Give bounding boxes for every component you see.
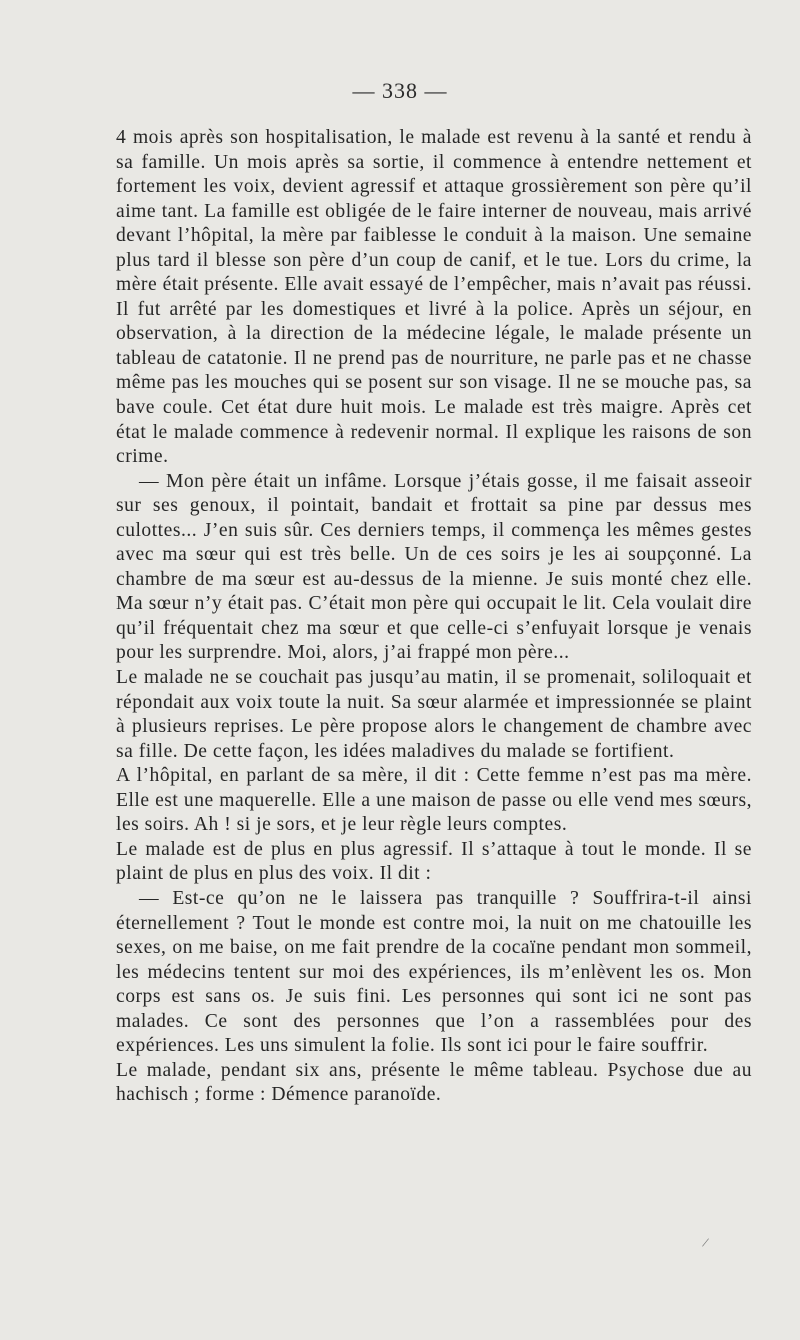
paragraph: 4 mois après son hospitalisation, le malade est revenu à la santé et rendu à sa famille. Un mois après sa sortie, il commence à entendre nettement et fortement les voix, devient agressif et attaque grossièrement son père qu’il aime tant. La famille est obligée de le faire interner de nouveau, mais arrivé devant l’hôpital, la mère par faiblesse le conduit à la maison. Une semaine plus tard il blesse son père d’un coup de canif, et le tue. Lors du crime, la mère était présente. Elle avait essayé de l’empêcher, mais n’avait pas réussi. Il fut arrêté par les domestiques et livré à la police. Après un séjour, en observation, à la direction de la médecine légale, le malade présente un tableau de catatonie. Il ne prend pas de nourriture, ne parle pas et ne chasse même pas les mouches qui se posent sur son visage. Il ne se mouche pas, sa bave coule. Cet état dure huit mois. Le malade est très maigre. Après cet état le malade commence à redevenir normal. Il explique les raisons de son crime. bbox=[116, 127, 752, 468]
paragraph: Le malade est de plus en plus agressif. Il s’attaque à tout le monde. Il se plaint de plus en plus des voix. Il dit : bbox=[116, 838, 752, 885]
paragraph: Le malade ne se couchait pas jusqu’au matin, il se promenait, soliloquait et répondait aux voix toute la nuit. Sa sœur alarmée et impressionnée se plaint à plusieurs reprises. Le père propose alors le changement de chambre avec sa fille. De cette façon, les idées maladives du malade se fortifient. bbox=[116, 667, 752, 762]
body-text bbox=[116, 126, 752, 1108]
paragraph: — Mon père était un infâme. Lorsque j’étais gosse, il me faisait asseoir sur ses genoux, il pointait, bandait et frottait sa pine par dessus mes culottes... J’en suis sûr. Ces derniers temps, il commença les mêmes gestes avec ma sœur qui est très belle. Un de ces soirs je les ai soupçonné. La chambre de ma sœur est au-dessus de la mienne. Je suis monté chez elle. Ma sœur n’y était pas. C’était mon père qui occupait le lit. Cela voulait dire qu’il fréquentait chez ma sœur et que celle-ci s’enfuyait lorsque je venais pour les surprendre. Moi, alors, j’ai frappé mon père... bbox=[116, 470, 752, 664]
paragraph: — Est-ce qu’on ne le laissera pas tranquille ? Souffrira-t-il ainsi éternellement ? Tout le monde est contre moi, la nuit on me chatouille les sexes, on me baise, on me fait prendre de la cocaïne pendant mon sommeil, les médecins tentent sur moi des expériences, ils m’enlèvent les os. Mon corps est sans os. Je suis fini. Les personnes qui sont ici ne sont pas malades. Ce sont des personnes que l’on a rassemblées pour des expériences. Les uns simulent la folie. Ils sont ici pour le faire souffrir. bbox=[116, 887, 752, 1057]
paragraph: Le malade, pendant six ans, présente le même tableau. Psychose due au hachisch ; forme : Démence paranoïde. bbox=[116, 1059, 752, 1106]
page-number: — 338 — bbox=[352, 78, 448, 103]
stray-pencil-mark: / bbox=[700, 1235, 710, 1252]
paragraph: A l’hôpital, en parlant de sa mère, il dit : Cette femme n’est pas ma mère. Elle est une maquerelle. Elle a une maison de passe ou elle vend mes sœurs, les soirs. Ah ! si je sors, et je leur règle leurs comptes. bbox=[116, 765, 752, 836]
